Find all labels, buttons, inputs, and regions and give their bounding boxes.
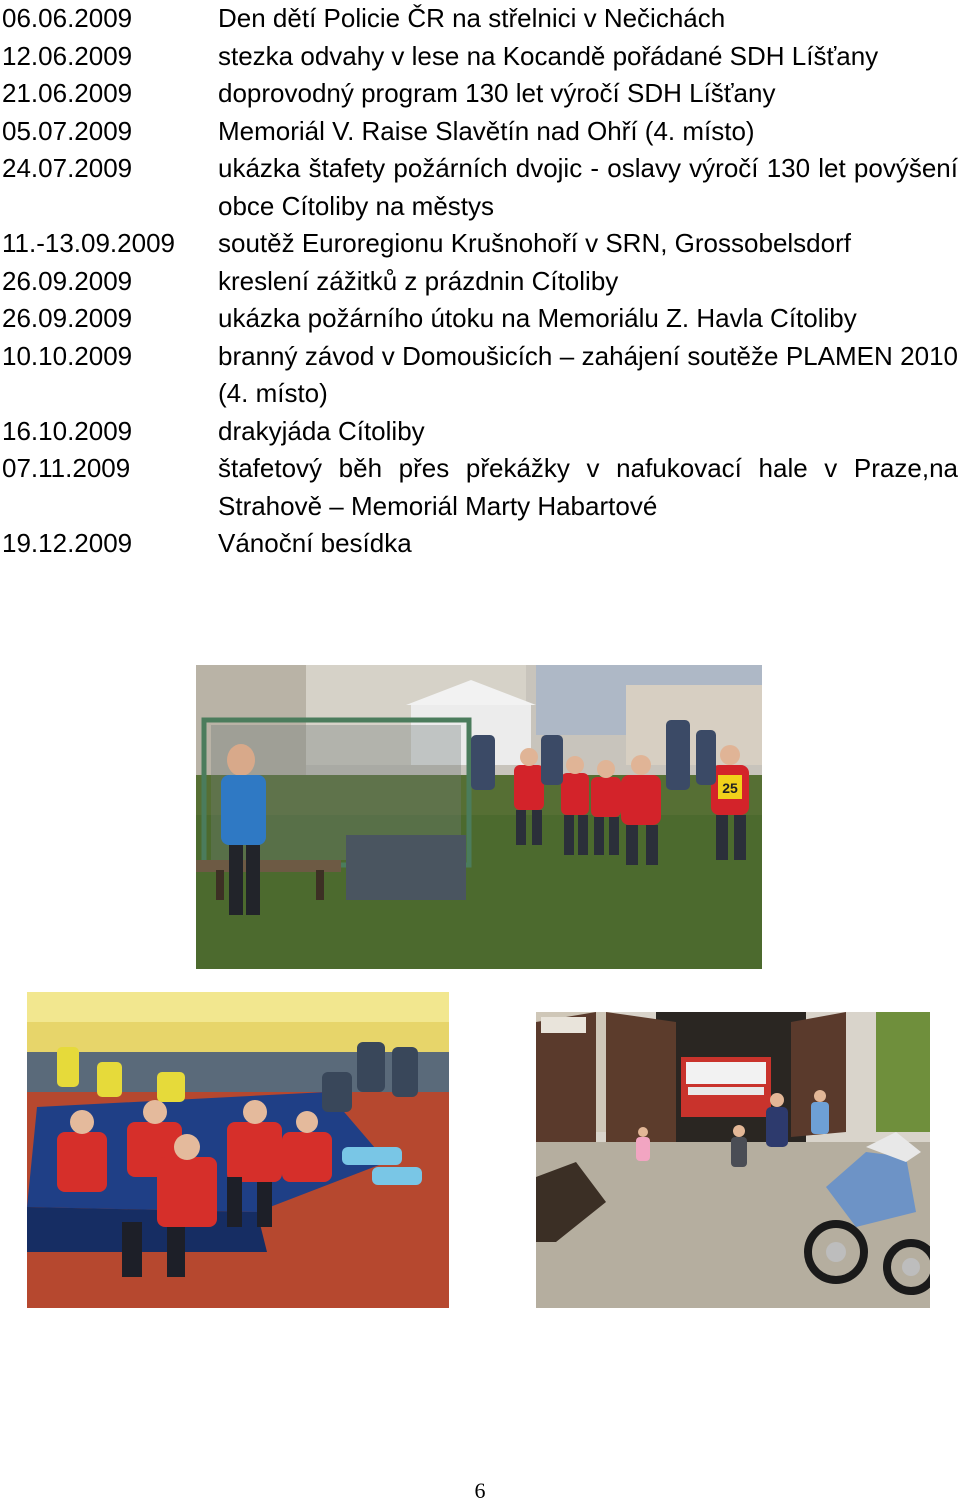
event-date: 19.12.2009	[2, 528, 133, 558]
event-date: 10.10.2009	[2, 340, 133, 371]
event-date: 24.07.2009	[2, 153, 133, 183]
event-description: doprovodný program 130 let výročí SDH Líšťany	[218, 78, 776, 108]
event-description: ukázka požárního útoku na Memoriálu Z. Havla Cítoliby	[218, 303, 857, 333]
event-description: Memoriál V. Raise Slavětín nad Ohří (4. místo)	[218, 115, 755, 146]
event-date: 12.06.2009	[2, 40, 133, 71]
photo-indoor-hall	[27, 992, 449, 1308]
event-description: branný závod v Domoušicích – zahájení soutěže PLAMEN 2010 (4. místo)	[218, 340, 958, 408]
event-date: 21.06.2009	[2, 78, 133, 108]
event-description: Den dětí Policie ČR na střelnici v Nečichách	[218, 3, 726, 33]
event-description: štafetový běh přes překážky v nafukovací hale v Praze,na Strahově – Memoriál Marty Habartové	[218, 453, 958, 521]
event-date: 05.07.2009	[2, 115, 133, 146]
photo-fire-station	[536, 1012, 930, 1308]
event-list	[0, 0, 960, 563]
page-number: 6	[474, 1478, 486, 1503]
event-row	[0, 113, 960, 151]
event-row	[0, 38, 960, 76]
event-date: 26.09.2009	[2, 303, 133, 333]
event-row	[0, 150, 960, 225]
event-date: 07.11.2009	[2, 453, 131, 483]
runner-bib-number: 25	[722, 780, 738, 796]
event-date: 06.06.2009	[2, 3, 133, 33]
event-date: 11.-13.09.2009	[2, 228, 175, 258]
event-row	[0, 225, 960, 263]
photo-children-running	[196, 665, 762, 969]
event-row	[0, 450, 960, 525]
event-description: ukázka štafety požárních dvojic - oslavy výročí 130 let povýšení obce Cítoliby na městys	[218, 153, 958, 221]
event-description: soutěž Euroregionu Krušnohoří v SRN, Grossobelsdorf	[218, 228, 851, 258]
event-date: 26.09.2009	[2, 265, 133, 296]
event-description: stezka odvahy v lese na Kocandě pořádané SDH Líšťany	[218, 40, 879, 71]
event-description: kreslení zážitků z prázdnin Cítoliby	[218, 265, 619, 296]
event-description: drakyjáda Cítoliby	[218, 415, 425, 446]
event-row	[0, 300, 960, 338]
event-row	[0, 263, 960, 301]
event-row	[0, 75, 960, 113]
event-date: 16.10.2009	[2, 415, 133, 446]
event-row	[0, 0, 960, 38]
event-row	[0, 525, 960, 563]
event-row	[0, 413, 960, 451]
event-description: Vánoční besídka	[218, 528, 412, 558]
event-row	[0, 338, 960, 413]
